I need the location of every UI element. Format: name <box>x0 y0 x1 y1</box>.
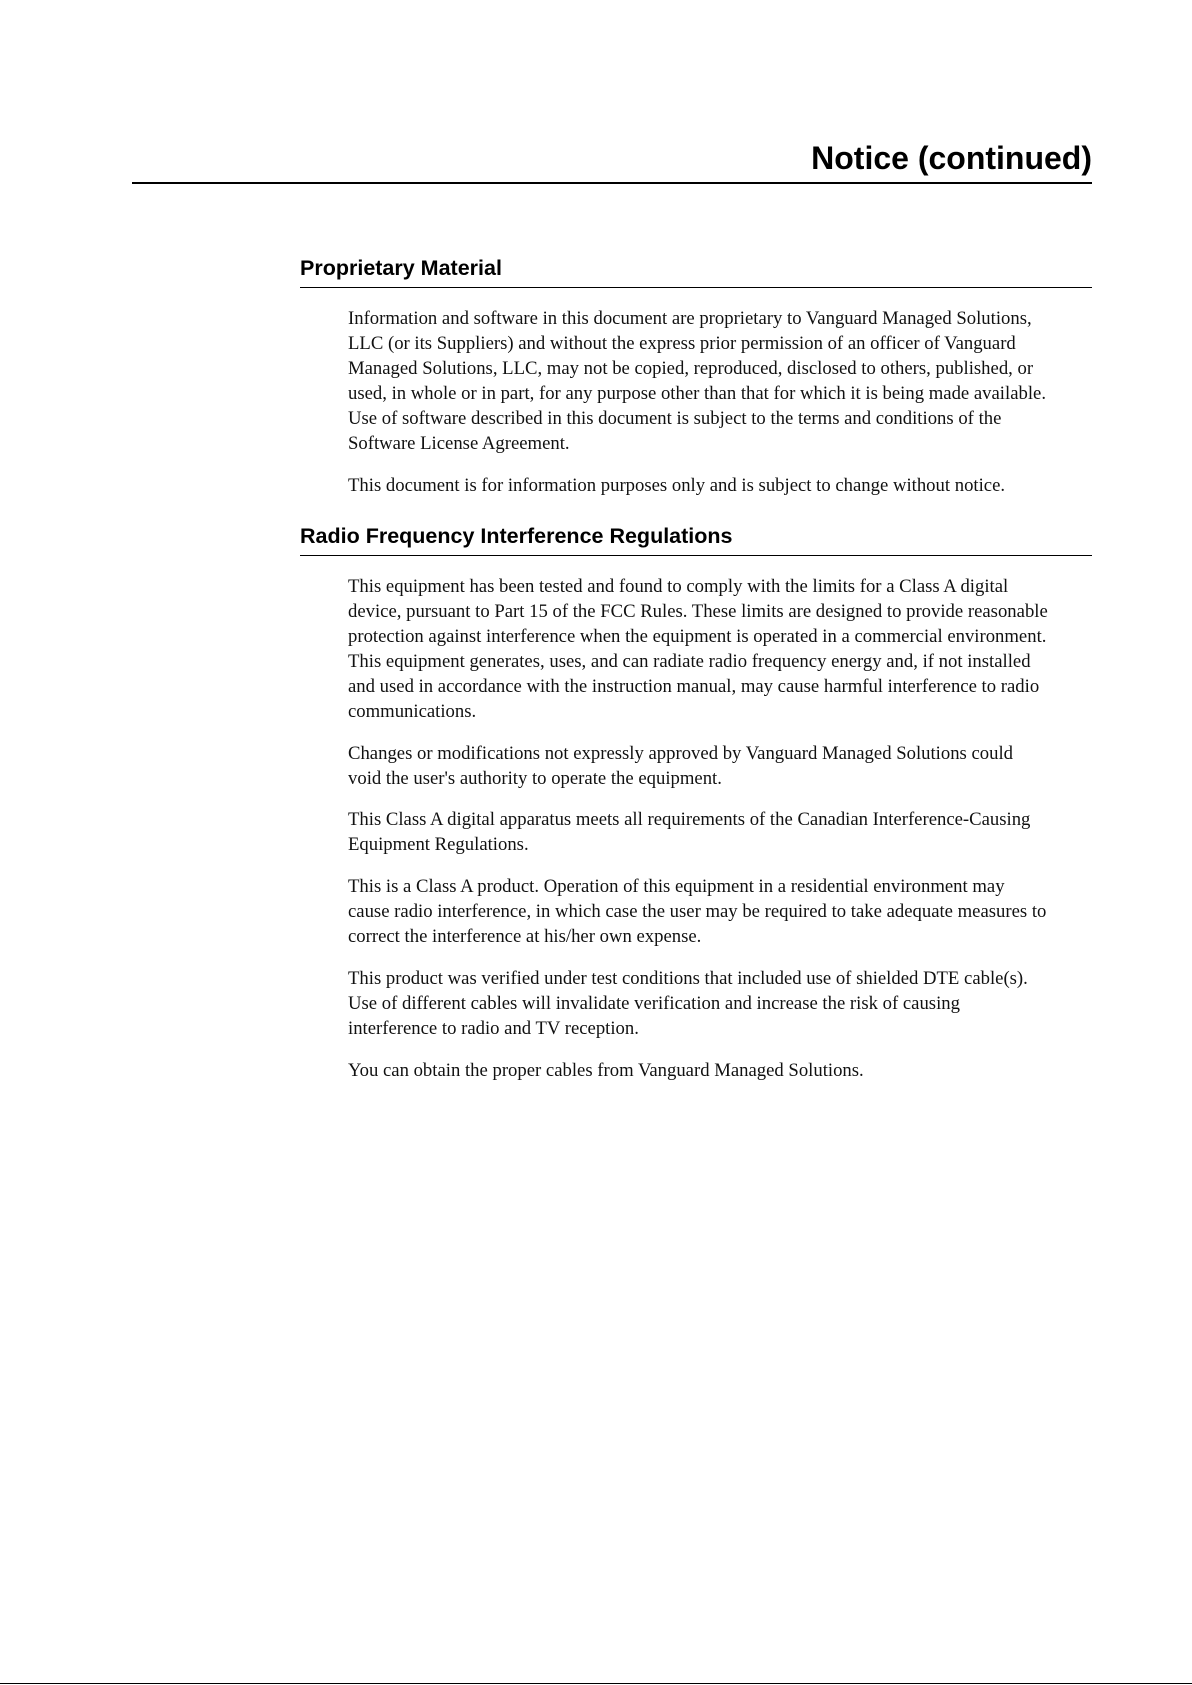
page-title: Notice (continued) <box>811 140 1092 176</box>
text-line: You can obtain the proper cables from Vanguard Managed Solutions. <box>348 1060 864 1081</box>
paragraph-canadian-regulations <box>348 807 1092 857</box>
text-line: This product was verified under test conditions that included use of shielded DTE cable(s). <box>348 968 1028 989</box>
text-line: interference to radio and TV reception. <box>348 1018 639 1039</box>
text-line: This Class A digital apparatus meets all requirements of the Canadian Interference-Causing <box>348 809 1031 830</box>
section-heading-rfi-regulations: Radio Frequency Interference Regulations <box>300 524 733 548</box>
paragraph-shielded-cables <box>348 966 1092 1041</box>
paragraph-class-a-product <box>348 874 1092 949</box>
section-rule-rfi-regulations <box>300 555 1092 556</box>
text-line: Use of different cables will invalidate verification and increase the risk of causing <box>348 993 960 1014</box>
text-line: LLC (or its Suppliers) and without the express prior permission of an officer of Vanguard <box>348 333 1016 354</box>
paragraph-modifications <box>348 741 1092 791</box>
paragraph-fcc-compliance <box>348 574 1092 724</box>
text-line: Information and software in this document are proprietary to Vanguard Managed Solutions, <box>348 308 1032 329</box>
text-line: device, pursuant to Part 15 of the FCC Rules. These limits are designed to provide reasonable <box>348 601 1048 622</box>
paragraph-obtain-cables <box>348 1058 1092 1083</box>
paragraph-proprietary-notice <box>348 306 1092 456</box>
text-line: This equipment has been tested and found to comply with the limits for a Class A digital <box>348 576 1009 597</box>
text-line: Equipment Regulations. <box>348 834 529 855</box>
text-line: and used in accordance with the instruction manual, may cause harmful interference to radio <box>348 676 1040 697</box>
section-heading-proprietary-material: Proprietary Material <box>300 256 502 280</box>
text-line: protection against interference when the equipment is operated in a commercial environment. <box>348 626 1047 647</box>
text-line: correct the interference at his/her own expense. <box>348 926 702 947</box>
text-line: This equipment generates, uses, and can radiate radio frequency energy and, if not installed <box>348 651 1031 672</box>
text-line: Changes or modifications not expressly approved by Vanguard Managed Solutions could <box>348 743 1014 764</box>
text-line: This is a Class A product. Operation of this equipment in a residential environment may <box>348 876 1005 897</box>
text-line: cause radio interference, in which case the user may be required to take adequate measures to <box>348 901 1047 922</box>
text-line: This document is for information purposes only and is subject to change without notice. <box>348 475 1006 496</box>
text-line: void the user's authority to operate the equipment. <box>348 768 722 789</box>
text-line: Software License Agreement. <box>348 433 570 454</box>
paragraph-information-purposes <box>348 473 1092 498</box>
text-line: communications. <box>348 701 477 722</box>
text-line: Use of software described in this document is subject to the terms and conditions of the <box>348 408 1002 429</box>
text-line: Managed Solutions, LLC, may not be copied, reproduced, disclosed to others, published, or <box>348 358 1034 379</box>
bottom-rule <box>0 1683 1192 1684</box>
text-line: used, in whole or in part, for any purpose other than that for which it is being made available. <box>348 383 1046 404</box>
section-rule-proprietary-material <box>300 287 1092 288</box>
title-rule <box>132 182 1092 184</box>
